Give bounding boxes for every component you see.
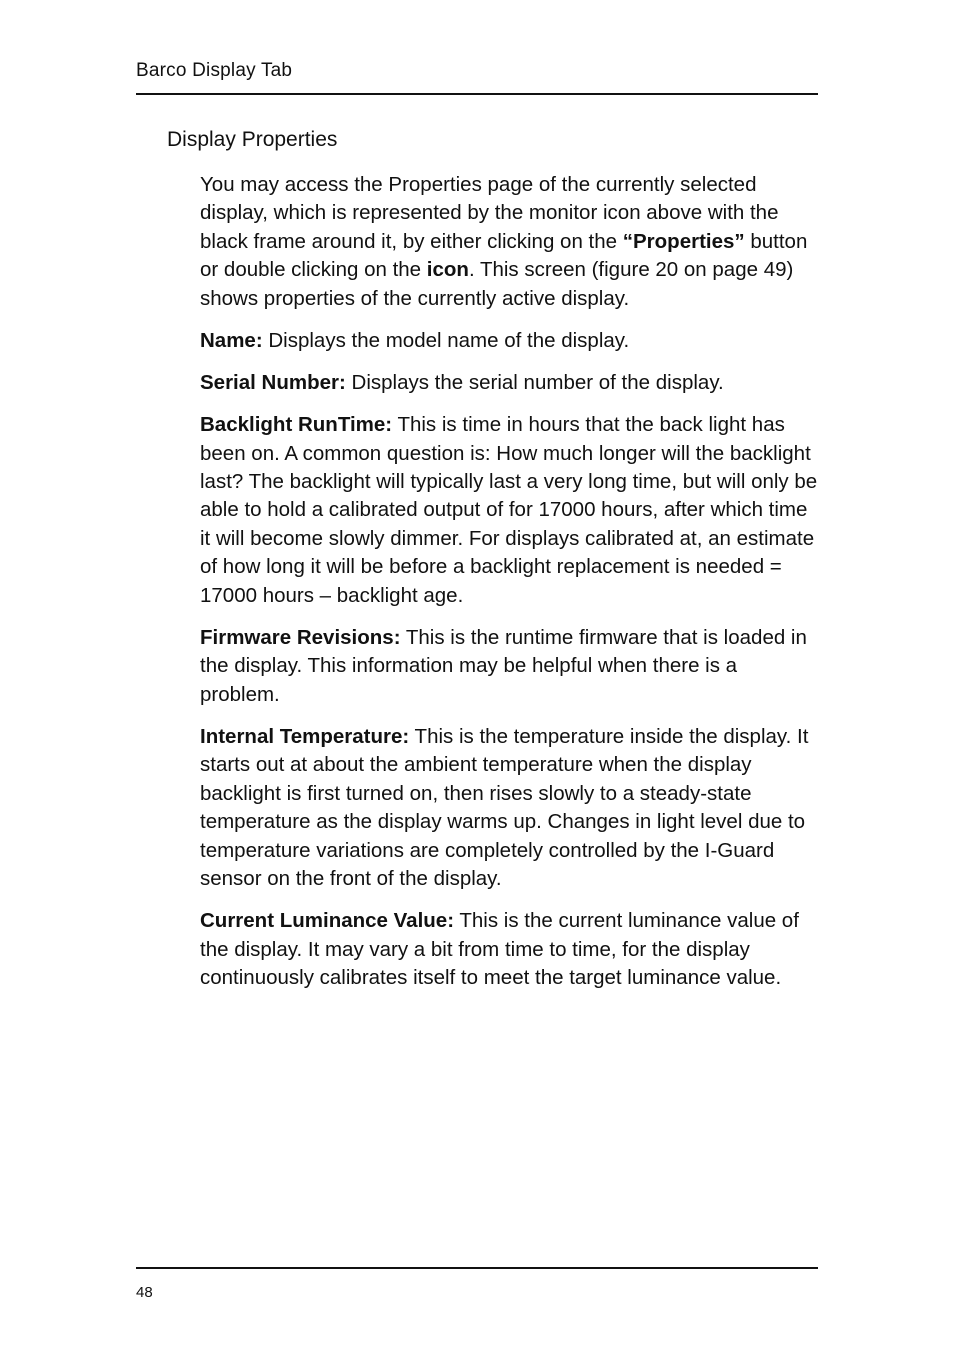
definition-text: Displays the serial number of the display. [345,371,724,395]
properties-term: “Properties” [622,229,745,253]
intro-paragraph [200,171,818,313]
intro-text-1: You may access the Properties page of the currently selected display, which is represented by the monitor icon above with the black frame around it, by either clicking on the [200,173,779,253]
definition-name [200,327,818,355]
definition-internal-temperature [200,723,818,893]
intro-text-3: . This screen (figure 20 on page 49) shows properties of the currently active display. [200,258,794,310]
definition-serial-number [200,369,818,397]
definition-term: Current Luminance Value: [200,909,455,933]
definition-term: Name: [200,328,263,352]
intro-text-2: button or double clicking on the [200,229,808,282]
definition-term: Firmware Revisions: [200,625,401,649]
body-text [200,171,818,1006]
definition-text: Displays the model name of the display. [262,328,630,352]
definition-text: This is the runtime firmware that is loaded in the display. This information may be helpful when there is a problem. [200,625,807,706]
definition-term: Backlight RunTime: [200,413,393,437]
definition-firmware-revisions [200,624,818,709]
section-heading: Display Properties [167,128,338,151]
running-header: Barco Display Tab [136,60,293,81]
definition-term: Serial Number: [200,371,346,395]
definition-text: This is the temperature inside the display. It starts out at about the ambient temperature when the display backlight is first turned on, then rises slowly to a steady-state temperature as the display warms up. Changes in light level due to temperature variations are completely controlled by the I-Guard sensor on the front of the display. [200,724,809,890]
definition-text: This is time in hours that the back light has been on. A common question is: How much longer will the backlight last? The backlight will typically last a very long time, but will only be able to hold a calibrated output of for 17000 hours, after which time it will become slowly dimmer. For displays calibrated at, an estimate of how long it will be before a backlight replacement is needed = 17000 hours – backlight age. [200,413,818,607]
definition-current-luminance [200,907,818,992]
definition-text: This is the current luminance value of the display. It may vary a bit from time to time, for the display continuously calibrates itself to meet the target luminance value. [200,909,799,989]
page-number: 48 [136,1284,153,1301]
header-rule [136,93,818,95]
definition-term: Internal Temperature: [200,724,410,748]
footer-rule [136,1267,818,1269]
icon-term: icon [426,258,469,282]
definition-backlight-runtime [200,411,818,610]
